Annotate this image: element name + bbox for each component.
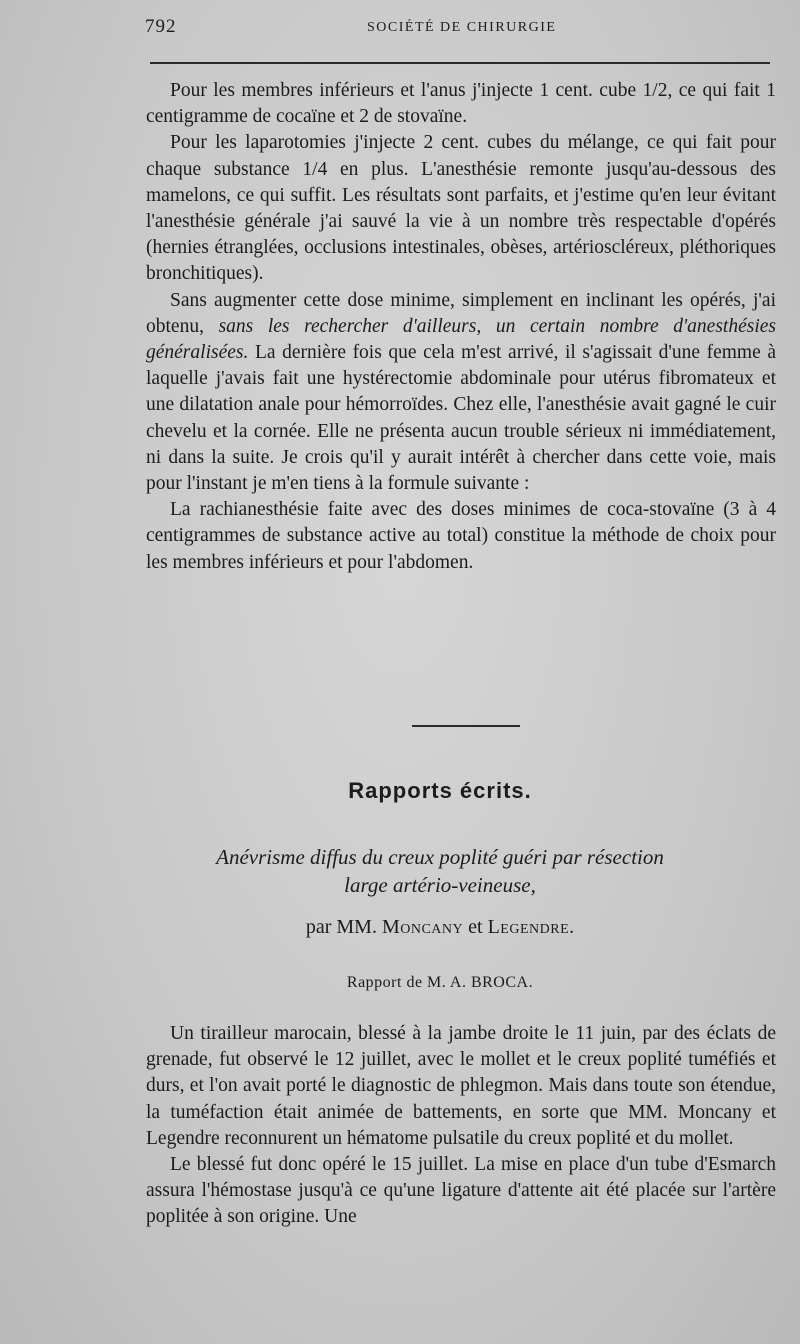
page-number: 792 (145, 16, 177, 37)
header-rule (150, 62, 770, 64)
paragraph (146, 288, 776, 498)
running-head: SOCIÉTÉ DE CHIRURGIE (367, 20, 557, 35)
paragraph: Le blessé fut donc opéré le 15 juillet. La mise en place d'un tube d'Esmarch assura l'hémostase jusqu'à ce qu'une ligature d'attente ait été placée sur l'artère poplitée à son origine. Une (146, 1154, 776, 1228)
paragraph-text: Sans augmenter cette dose minime, simplement en inclinant les opérés, j'ai obtenu, (146, 289, 776, 337)
author-name: Legendre (487, 916, 570, 938)
authors-joiner: et (463, 916, 488, 938)
page-header (145, 16, 770, 46)
conclusion-paragraph: La rachianesthésie faite avec des doses minimes de coca-stovaïne (3 à 4 centigrammes de substance active au total) constitue la méthode de choix pour les membres inférieurs et pour l'abdomen. (146, 499, 776, 573)
section-separator (412, 725, 520, 727)
report-title-line: Anévrisme diffus du creux poplité guéri par résection (216, 845, 664, 869)
paragraph: Pour les membres inférieurs et l'anus j'injecte 1 cent. cube 1/2, ce qui fait 1 centigramme de cocaïne et 2 de stovaïne. (146, 80, 776, 128)
paragraph-text: La dernière fois que cela m'est arrivé, il s'agissait d'une femme à laquelle j'avais fait une hystérectomie abdominale pour utérus fibromateux et une dilatation anale pour hémorroïdes. Chez elle, l'anesthésie avait gagné le cuir chevelu et la cornée. Elle ne présenta aucun trouble sérieux ni immédiatement, ni dans la suite. Je crois qu'il y aurait intérêt à chercher dans cette voie, mais pour l'instant je m'en tiens à la formule suivante : (146, 342, 776, 495)
rapporteur-line: Rapport de M. A. BROCA. (346, 974, 534, 991)
author-name: Moncany (381, 916, 464, 938)
report-title (0, 843, 800, 899)
section-title: Rapports écrits. (348, 778, 532, 803)
report-authors (0, 916, 800, 939)
authors-suffix: . (569, 916, 575, 938)
paragraph: Un tirailleur marocain, blessé à la jambe droite le 11 juin, par des éclats de grenade, fut observé le 12 juillet, avec le mollet et le creux poplité tuméfiés et durs, et l'on avait porté le diagnostic de phlegmon. Mais dans toute son étendue, la tuméfaction était animée de battements, en sorte que MM. Moncany et Legendre reconnurent un hématome pulsatile du creux poplité et du mollet. (146, 1023, 776, 1149)
paragraph-emphasis: sans les rechercher d'ailleurs, un certain nombre d'anesthésies généralisées. (146, 315, 776, 364)
report-title-line: large artério-veineuse, (344, 873, 536, 897)
paragraph: Pour les laparotomies j'injecte 2 cent. cubes du mélange, ce qui fait pour chaque substance 1/4 en plus. L'anesthésie remonte jusqu'au-dessous des mamelons, ce qui suffit. Les résultats sont parfaits, et j'estime qu'en leur évitant l'anesthésie générale j'ai sauvé la vie à un nombre très respectable d'opérés (hernies étranglées, occlusions intestinales, obèses, artérioscléreux, pléthoriques bronchitiques). (146, 132, 776, 285)
lower-text-block (146, 1021, 776, 1231)
upper-text-block (146, 78, 776, 576)
authors-prefix: par MM. (305, 916, 382, 938)
